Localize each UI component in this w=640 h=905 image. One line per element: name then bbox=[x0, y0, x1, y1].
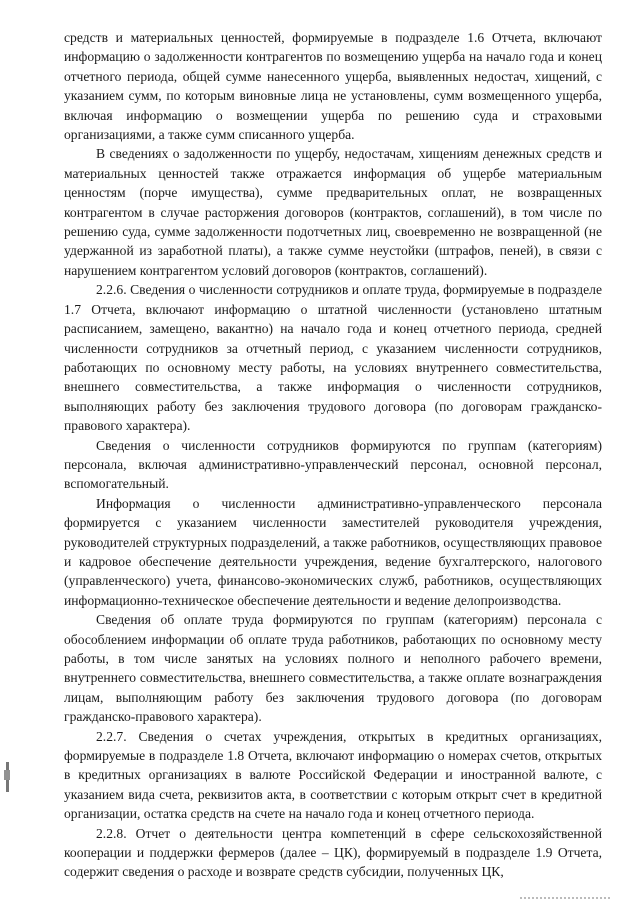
scan-bottom-noise bbox=[520, 897, 610, 901]
document-page bbox=[64, 28, 602, 882]
paragraph-2: В сведениях о задолженности по ущербу, недостачам, хищениям денежных средств и материальных ценностей также отражается информация об ущербе материальным ценностям (порче имущества), сумме предварительных оплат, не возвращенных контрагентом в случае расторжения договоров (контрактов, соглашений), в том числе по решению суда, сумме задолженности подотчетных лиц, своевременно не возвращенной (не удержанной из заработной платы), а также сумме неустойки (штрафов, пеней), в связи с нарушением контрагентом условий договоров (контрактов, соглашений). bbox=[64, 146, 602, 278]
paragraph-1: средств и материальных ценностей, формируемые в подразделе 1.6 Отчета, включают информацию о задолженности контрагентов по возмещению ущерба на начало года и конец отчетного периода, общей сумме нанесенного ущерба, выявленных недостач, хищений, с указанием сумм, по которым виновные лица не установлены, сумм возмещенного ущерба, включая информацию о возмещении ущерба по решению суда и страховыми организациями, а также сумм списанного ущерба. bbox=[64, 30, 602, 143]
paragraph-8: 2.2.8. Отчет о деятельности центра компетенций в сфере сельскохозяйственной кооперации и поддержки фермеров (далее – ЦК), формируемый в подразделе 1.9 Отчета, содержит сведения о расходе и возврате средств субсидии, полученных ЦК, bbox=[64, 825, 602, 880]
paragraph-6: Сведения об оплате труда формируются по группам (категориям) персонала с обособлением информации об оплате труда работников, работающих по основному месту работы, в том числе занятых на условиях полного и неполного рабочего времени, внутреннего совместительства, внешнего совместительства, а также оплате вознаграждения лицам, выполняющим работу без заключения трудового договора (по договорам гражданско-правового характера). bbox=[64, 612, 602, 725]
paragraph-7: 2.2.7. Сведения о счетах учреждения, открытых в кредитных организациях, формируемые в подразделе 1.8 Отчета, включают информацию о номерах счетов, открытых в кредитных организациях в валюте Российской Федерации и иностранной валюте, с указанием вида счета, реквизитов акта, в соответствии с которым открыт счет в кредитной организации, остатка средств на счете на начало года и конец отчетного периода. bbox=[64, 728, 602, 822]
paragraph-3: 2.2.6. Сведения о численности сотрудников и оплате труда, формируемые в подразделе 1.7 Отчета, включают информацию о штатной численности (установлено штатным расписанием, замещено, вакантно) на начало года и конец отчетного периода, средней численности сотрудников за отчетный период, с указанием численности сотрудников, работающих по основному месту работы, на условиях внутреннего совместительства, внешнего совместительства, а также информация о численности сотрудников, выполняющих работу без заключения трудового договора (по договорам гражданско-правового характера). bbox=[64, 282, 602, 434]
paragraph-5: Информация о численности административно-управленческого персонала формируется с указанием численности заместителей руководителя учреждения, руководителей структурных подразделений, а также работников, осуществляющих правовое и кадровое обеспечение деятельности учреждения, ведение бухгалтерского, налогового (управленческого) учета, финансово-экономических служб, работников, осуществляющих информационно-техническое обеспечение деятельности и ведение делопроизводства. bbox=[64, 495, 602, 608]
paragraph-4: Сведения о численности сотрудников формируются по группам (категориям) персонала, включая административно-управленческий персонал, основной персонал, вспомогательный. bbox=[64, 437, 602, 492]
scan-margin-mark bbox=[6, 762, 9, 792]
